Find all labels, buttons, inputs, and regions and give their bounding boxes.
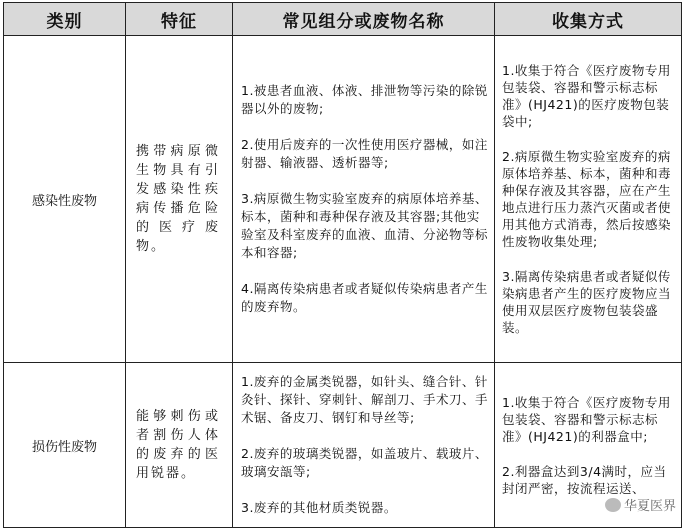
- list-item: 2.利器盒达到3/4满时，应当封闭严密，按流程运送、: [502, 463, 673, 497]
- watermark-text: 华夏医界: [624, 495, 676, 514]
- feature-cell: 能够刺伤或者割伤人体的废弃的医用锐器。: [126, 363, 233, 528]
- items-cell: [233, 363, 495, 528]
- medical-waste-table: [3, 2, 682, 528]
- table-row: [4, 36, 682, 363]
- list-item: 1.被患者血液、体液、排泄物等污染的除锐器以外的废物;: [241, 82, 488, 118]
- wechat-icon: [605, 498, 621, 512]
- list-item: 3.隔离传染病患者或者疑似传染病患者产生的医疗废物应当使用双层医疗废物包装袋盛装。: [502, 268, 673, 336]
- feature-cell: 携带病原微生物具有引发感染性疾病传播危险的医疗废物。: [126, 36, 233, 363]
- watermark: [605, 495, 676, 514]
- header-row: [4, 3, 682, 36]
- header-collect: 收集方式: [495, 3, 682, 36]
- list-item: 4.隔离传染病患者或者疑似传染病患者产生的废弃物。: [241, 280, 488, 316]
- list-item: 3.病原微生物实验室废弃的病原体培养基、标本，菌种和毒种保存液及其容器;其他实验室及科室废弃的血液、血清、分泌物等标本和容器;: [241, 190, 488, 262]
- header-category: 类别: [4, 3, 126, 36]
- list-item: 2.废弃的玻璃类锐器，如盖玻片、载玻片、玻璃安瓿等;: [241, 445, 488, 481]
- header-items: 常见组分或废物名称: [233, 3, 495, 36]
- list-item: 3.废弃的其他材质类锐器。: [241, 499, 488, 517]
- category-cell: 感染性废物: [4, 36, 126, 363]
- list-item: 2.使用后废弃的一次性使用医疗器械，如注射器、输液器、透析器等;: [241, 136, 488, 172]
- list-item: 1.收集于符合《医疗废物专用包装袋、容器和警示标志标准》(HJ421)的医疗废物包装袋中;: [502, 62, 673, 130]
- list-item: 1.收集于符合《医疗废物专用包装袋、容器和警示标志标准》(HJ421)的利器盒中;: [502, 394, 673, 445]
- category-cell: 损伤性废物: [4, 363, 126, 528]
- list-item: 2.病原微生物实验室废弃的病原体培养基、标本，菌种和毒种保存液及其容器，应在产生地点进行压力蒸汽灭菌或者使用其他方式消毒，然后按感染性废物收集处理;: [502, 148, 673, 250]
- table-row: [4, 363, 682, 528]
- header-feature: 特征: [126, 3, 233, 36]
- collect-cell: [495, 36, 682, 363]
- items-cell: [233, 36, 495, 363]
- list-item: 1.废弃的金属类锐器，如针头、缝合针、针灸针、探针、穿刺针、解剖刀、手术刀、手术锯、备皮刀、钢钉和导丝等;: [241, 373, 488, 427]
